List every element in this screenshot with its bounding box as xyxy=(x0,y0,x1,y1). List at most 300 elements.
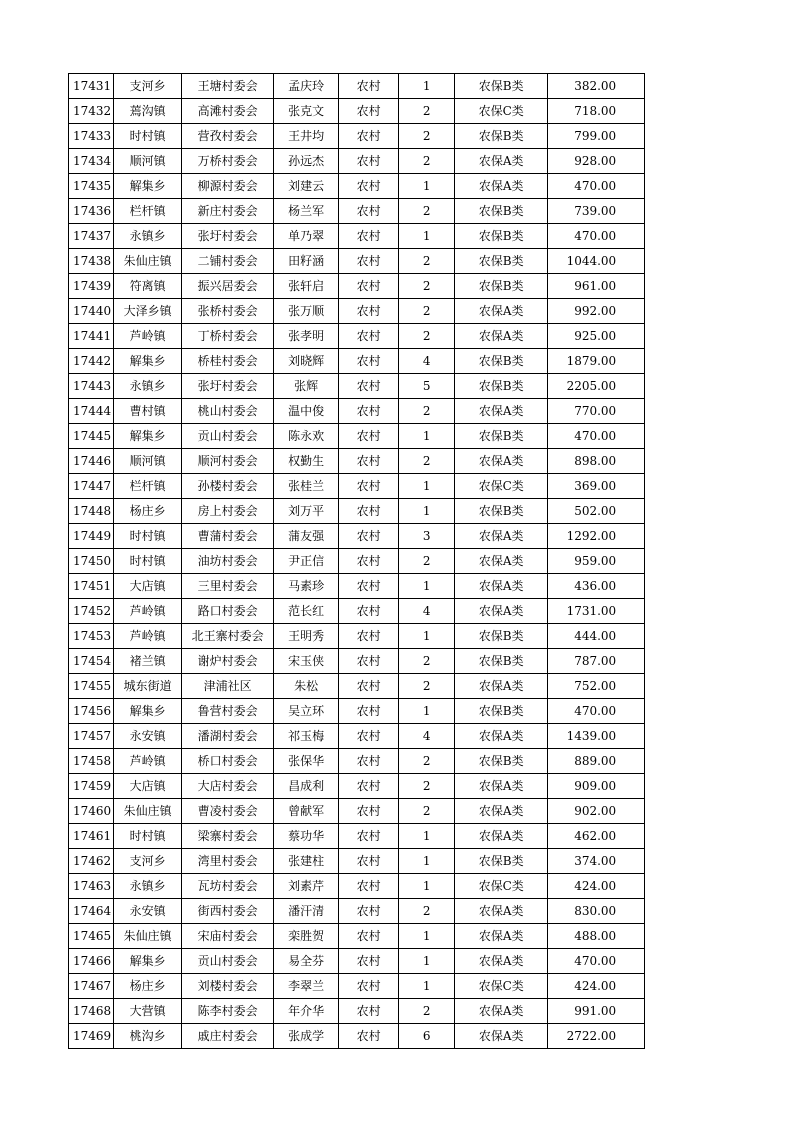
household-count-cell: 2 xyxy=(399,324,455,349)
insurance-category-cell: 农保A类 xyxy=(455,674,548,699)
household-count-cell: 1 xyxy=(399,474,455,499)
record-id-cell: 17449 xyxy=(69,524,114,549)
area-type-cell: 农村 xyxy=(339,749,399,774)
name-cell: 杨兰军 xyxy=(274,199,339,224)
record-id-cell: 17431 xyxy=(69,74,114,99)
insurance-category-cell: 农保B类 xyxy=(455,499,548,524)
insurance-category-cell: 农保B类 xyxy=(455,199,548,224)
amount-cell: 925.00 xyxy=(548,324,645,349)
insurance-category-cell: 农保B类 xyxy=(455,124,548,149)
amount-cell: 444.00 xyxy=(548,624,645,649)
amount-cell: 502.00 xyxy=(548,499,645,524)
area-type-cell: 农村 xyxy=(339,324,399,349)
area-type-cell: 农村 xyxy=(339,949,399,974)
insurance-category-cell: 农保B类 xyxy=(455,349,548,374)
amount-cell: 961.00 xyxy=(548,274,645,299)
area-type-cell: 农村 xyxy=(339,74,399,99)
record-id-cell: 17460 xyxy=(69,799,114,824)
table-row xyxy=(69,124,645,149)
area-type-cell: 农村 xyxy=(339,649,399,674)
township-cell: 褚兰镇 xyxy=(114,649,182,674)
area-type-cell: 农村 xyxy=(339,799,399,824)
insurance-category-cell: 农保A类 xyxy=(455,599,548,624)
record-id-cell: 17439 xyxy=(69,274,114,299)
village-committee-cell: 万桥村委会 xyxy=(182,149,274,174)
household-count-cell: 3 xyxy=(399,524,455,549)
township-cell: 时村镇 xyxy=(114,124,182,149)
area-type-cell: 农村 xyxy=(339,249,399,274)
amount-cell: 992.00 xyxy=(548,299,645,324)
area-type-cell: 农村 xyxy=(339,699,399,724)
record-id-cell: 17436 xyxy=(69,199,114,224)
household-count-cell: 1 xyxy=(399,974,455,999)
area-type-cell: 农村 xyxy=(339,499,399,524)
name-cell: 孟庆玲 xyxy=(274,74,339,99)
record-id-cell: 17434 xyxy=(69,149,114,174)
village-committee-cell: 张圩村委会 xyxy=(182,374,274,399)
name-cell: 昌成利 xyxy=(274,774,339,799)
table-row xyxy=(69,874,645,899)
household-count-cell: 2 xyxy=(399,199,455,224)
name-cell: 刘素芹 xyxy=(274,874,339,899)
household-count-cell: 2 xyxy=(399,799,455,824)
amount-cell: 2722.00 xyxy=(548,1024,645,1049)
household-count-cell: 1 xyxy=(399,949,455,974)
insurance-category-cell: 农保A类 xyxy=(455,149,548,174)
table-row xyxy=(69,449,645,474)
household-count-cell: 1 xyxy=(399,874,455,899)
amount-cell: 488.00 xyxy=(548,924,645,949)
name-cell: 张建柱 xyxy=(274,849,339,874)
township-cell: 大店镇 xyxy=(114,574,182,599)
name-cell: 刘万平 xyxy=(274,499,339,524)
name-cell: 朱松 xyxy=(274,674,339,699)
township-cell: 时村镇 xyxy=(114,549,182,574)
area-type-cell: 农村 xyxy=(339,349,399,374)
amount-cell: 718.00 xyxy=(548,99,645,124)
village-committee-cell: 北王寨村委会 xyxy=(182,624,274,649)
amount-cell: 991.00 xyxy=(548,999,645,1024)
village-committee-cell: 谢炉村委会 xyxy=(182,649,274,674)
amount-cell: 470.00 xyxy=(548,949,645,974)
insurance-category-cell: 农保A类 xyxy=(455,299,548,324)
insurance-category-cell: 农保B类 xyxy=(455,624,548,649)
record-id-cell: 17463 xyxy=(69,874,114,899)
table-row xyxy=(69,849,645,874)
household-count-cell: 4 xyxy=(399,724,455,749)
insurance-category-cell: 农保A类 xyxy=(455,574,548,599)
area-type-cell: 农村 xyxy=(339,599,399,624)
household-count-cell: 2 xyxy=(399,774,455,799)
table-row xyxy=(69,999,645,1024)
village-committee-cell: 油坊村委会 xyxy=(182,549,274,574)
township-cell: 杨庄乡 xyxy=(114,974,182,999)
insurance-category-cell: 农保C类 xyxy=(455,99,548,124)
township-cell: 支河乡 xyxy=(114,74,182,99)
table-row xyxy=(69,599,645,624)
table-row xyxy=(69,799,645,824)
table-row xyxy=(69,424,645,449)
insurance-category-cell: 农保B类 xyxy=(455,374,548,399)
record-id-cell: 17459 xyxy=(69,774,114,799)
amount-cell: 382.00 xyxy=(548,74,645,99)
insurance-category-cell: 农保B类 xyxy=(455,74,548,99)
amount-cell: 374.00 xyxy=(548,849,645,874)
insurance-category-cell: 农保B类 xyxy=(455,849,548,874)
household-count-cell: 1 xyxy=(399,824,455,849)
table-row xyxy=(69,374,645,399)
insurance-category-cell: 农保B类 xyxy=(455,699,548,724)
amount-cell: 898.00 xyxy=(548,449,645,474)
insurance-category-cell: 农保C类 xyxy=(455,874,548,899)
record-id-cell: 17453 xyxy=(69,624,114,649)
township-cell: 蔫沟镇 xyxy=(114,99,182,124)
township-cell: 解集乡 xyxy=(114,349,182,374)
township-cell: 栏杆镇 xyxy=(114,199,182,224)
village-committee-cell: 房上村委会 xyxy=(182,499,274,524)
area-type-cell: 农村 xyxy=(339,99,399,124)
name-cell: 张辉 xyxy=(274,374,339,399)
insurance-category-cell: 农保A类 xyxy=(455,799,548,824)
village-committee-cell: 宋庙村委会 xyxy=(182,924,274,949)
township-cell: 永安镇 xyxy=(114,899,182,924)
amount-cell: 470.00 xyxy=(548,699,645,724)
insurance-category-cell: 农保A类 xyxy=(455,174,548,199)
village-committee-cell: 丁桥村委会 xyxy=(182,324,274,349)
table-row xyxy=(69,524,645,549)
record-id-cell: 17450 xyxy=(69,549,114,574)
records-table-body xyxy=(69,74,645,1049)
table-row xyxy=(69,74,645,99)
village-committee-cell: 柳源村委会 xyxy=(182,174,274,199)
table-row xyxy=(69,399,645,424)
household-count-cell: 1 xyxy=(399,424,455,449)
amount-cell: 959.00 xyxy=(548,549,645,574)
area-type-cell: 农村 xyxy=(339,974,399,999)
village-committee-cell: 路口村委会 xyxy=(182,599,274,624)
name-cell: 祁玉梅 xyxy=(274,724,339,749)
amount-cell: 1044.00 xyxy=(548,249,645,274)
insurance-category-cell: 农保A类 xyxy=(455,399,548,424)
name-cell: 张孝明 xyxy=(274,324,339,349)
record-id-cell: 17443 xyxy=(69,374,114,399)
table-row xyxy=(69,324,645,349)
household-count-cell: 1 xyxy=(399,499,455,524)
table-row xyxy=(69,549,645,574)
amount-cell: 739.00 xyxy=(548,199,645,224)
household-count-cell: 2 xyxy=(399,899,455,924)
table-row xyxy=(69,274,645,299)
village-committee-cell: 王塘村委会 xyxy=(182,74,274,99)
insurance-category-cell: 农保B类 xyxy=(455,224,548,249)
household-count-cell: 1 xyxy=(399,924,455,949)
record-id-cell: 17442 xyxy=(69,349,114,374)
insurance-category-cell: 农保A类 xyxy=(455,1024,548,1049)
village-committee-cell: 张桥村委会 xyxy=(182,299,274,324)
table-row xyxy=(69,824,645,849)
amount-cell: 902.00 xyxy=(548,799,645,824)
table-row xyxy=(69,724,645,749)
amount-cell: 787.00 xyxy=(548,649,645,674)
village-committee-cell: 新庄村委会 xyxy=(182,199,274,224)
record-id-cell: 17457 xyxy=(69,724,114,749)
record-id-cell: 17438 xyxy=(69,249,114,274)
area-type-cell: 农村 xyxy=(339,899,399,924)
table-row xyxy=(69,574,645,599)
household-count-cell: 2 xyxy=(399,249,455,274)
village-committee-cell: 鲁营村委会 xyxy=(182,699,274,724)
name-cell: 张万顺 xyxy=(274,299,339,324)
area-type-cell: 农村 xyxy=(339,374,399,399)
name-cell: 李翠兰 xyxy=(274,974,339,999)
village-committee-cell: 梁寨村委会 xyxy=(182,824,274,849)
township-cell: 解集乡 xyxy=(114,424,182,449)
household-count-cell: 1 xyxy=(399,849,455,874)
insurance-category-cell: 农保A类 xyxy=(455,724,548,749)
township-cell: 时村镇 xyxy=(114,524,182,549)
area-type-cell: 农村 xyxy=(339,549,399,574)
township-cell: 芦岭镇 xyxy=(114,749,182,774)
household-count-cell: 2 xyxy=(399,124,455,149)
record-id-cell: 17437 xyxy=(69,224,114,249)
name-cell: 宋玉侠 xyxy=(274,649,339,674)
record-id-cell: 17435 xyxy=(69,174,114,199)
township-cell: 符离镇 xyxy=(114,274,182,299)
insurance-category-cell: 农保B类 xyxy=(455,749,548,774)
household-count-cell: 1 xyxy=(399,574,455,599)
name-cell: 张轩启 xyxy=(274,274,339,299)
table-row xyxy=(69,149,645,174)
township-cell: 支河乡 xyxy=(114,849,182,874)
area-type-cell: 农村 xyxy=(339,224,399,249)
table-row xyxy=(69,499,645,524)
township-cell: 杨庄乡 xyxy=(114,499,182,524)
area-type-cell: 农村 xyxy=(339,674,399,699)
table-row xyxy=(69,299,645,324)
table-row xyxy=(69,474,645,499)
table-row xyxy=(69,1024,645,1049)
village-committee-cell: 潘湖村委会 xyxy=(182,724,274,749)
area-type-cell: 农村 xyxy=(339,924,399,949)
township-cell: 顺河镇 xyxy=(114,449,182,474)
village-committee-cell: 曹蒲村委会 xyxy=(182,524,274,549)
name-cell: 权勤生 xyxy=(274,449,339,474)
household-count-cell: 1 xyxy=(399,174,455,199)
township-cell: 解集乡 xyxy=(114,174,182,199)
village-committee-cell: 曹凌村委会 xyxy=(182,799,274,824)
village-committee-cell: 戚庄村委会 xyxy=(182,1024,274,1049)
township-cell: 永镇乡 xyxy=(114,374,182,399)
table-row xyxy=(69,949,645,974)
table-row xyxy=(69,224,645,249)
record-id-cell: 17454 xyxy=(69,649,114,674)
area-type-cell: 农村 xyxy=(339,399,399,424)
record-id-cell: 17446 xyxy=(69,449,114,474)
table-row xyxy=(69,699,645,724)
village-committee-cell: 孙楼村委会 xyxy=(182,474,274,499)
township-cell: 桃沟乡 xyxy=(114,1024,182,1049)
household-count-cell: 2 xyxy=(399,549,455,574)
amount-cell: 1292.00 xyxy=(548,524,645,549)
name-cell: 张桂兰 xyxy=(274,474,339,499)
household-count-cell: 2 xyxy=(399,149,455,174)
area-type-cell: 农村 xyxy=(339,1024,399,1049)
village-committee-cell: 街西村委会 xyxy=(182,899,274,924)
area-type-cell: 农村 xyxy=(339,424,399,449)
household-count-cell: 1 xyxy=(399,74,455,99)
table-row xyxy=(69,674,645,699)
household-count-cell: 1 xyxy=(399,224,455,249)
insurance-category-cell: 农保A类 xyxy=(455,999,548,1024)
household-count-cell: 4 xyxy=(399,349,455,374)
record-id-cell: 17455 xyxy=(69,674,114,699)
township-cell: 解集乡 xyxy=(114,949,182,974)
record-id-cell: 17468 xyxy=(69,999,114,1024)
village-committee-cell: 刘楼村委会 xyxy=(182,974,274,999)
table-row xyxy=(69,649,645,674)
name-cell: 栾胜贺 xyxy=(274,924,339,949)
township-cell: 时村镇 xyxy=(114,824,182,849)
township-cell: 大营镇 xyxy=(114,999,182,1024)
insurance-category-cell: 农保A类 xyxy=(455,524,548,549)
village-committee-cell: 贡山村委会 xyxy=(182,424,274,449)
record-id-cell: 17469 xyxy=(69,1024,114,1049)
amount-cell: 436.00 xyxy=(548,574,645,599)
record-id-cell: 17444 xyxy=(69,399,114,424)
area-type-cell: 农村 xyxy=(339,474,399,499)
area-type-cell: 农村 xyxy=(339,724,399,749)
table-row xyxy=(69,624,645,649)
amount-cell: 889.00 xyxy=(548,749,645,774)
township-cell: 大泽乡镇 xyxy=(114,299,182,324)
table-row xyxy=(69,349,645,374)
amount-cell: 470.00 xyxy=(548,224,645,249)
township-cell: 芦岭镇 xyxy=(114,324,182,349)
area-type-cell: 农村 xyxy=(339,149,399,174)
area-type-cell: 农村 xyxy=(339,849,399,874)
village-committee-cell: 顺河村委会 xyxy=(182,449,274,474)
record-id-cell: 17451 xyxy=(69,574,114,599)
record-id-cell: 17458 xyxy=(69,749,114,774)
household-count-cell: 2 xyxy=(399,649,455,674)
village-committee-cell: 贡山村委会 xyxy=(182,949,274,974)
household-count-cell: 2 xyxy=(399,449,455,474)
record-id-cell: 17456 xyxy=(69,699,114,724)
table-row xyxy=(69,249,645,274)
household-count-cell: 6 xyxy=(399,1024,455,1049)
record-id-cell: 17462 xyxy=(69,849,114,874)
record-id-cell: 17432 xyxy=(69,99,114,124)
records-table xyxy=(68,73,645,1049)
village-committee-cell: 高滩村委会 xyxy=(182,99,274,124)
township-cell: 曹村镇 xyxy=(114,399,182,424)
name-cell: 王明秀 xyxy=(274,624,339,649)
record-id-cell: 17441 xyxy=(69,324,114,349)
record-id-cell: 17447 xyxy=(69,474,114,499)
township-cell: 芦岭镇 xyxy=(114,624,182,649)
insurance-category-cell: 农保B类 xyxy=(455,424,548,449)
township-cell: 朱仙庄镇 xyxy=(114,249,182,274)
township-cell: 芦岭镇 xyxy=(114,599,182,624)
table-row xyxy=(69,774,645,799)
name-cell: 曾献军 xyxy=(274,799,339,824)
area-type-cell: 农村 xyxy=(339,624,399,649)
household-count-cell: 4 xyxy=(399,599,455,624)
area-type-cell: 农村 xyxy=(339,299,399,324)
township-cell: 朱仙庄镇 xyxy=(114,924,182,949)
name-cell: 张保华 xyxy=(274,749,339,774)
table-row xyxy=(69,199,645,224)
household-count-cell: 2 xyxy=(399,399,455,424)
village-committee-cell: 三里村委会 xyxy=(182,574,274,599)
area-type-cell: 农村 xyxy=(339,524,399,549)
household-count-cell: 5 xyxy=(399,374,455,399)
township-cell: 朱仙庄镇 xyxy=(114,799,182,824)
township-cell: 永镇乡 xyxy=(114,874,182,899)
household-count-cell: 1 xyxy=(399,699,455,724)
amount-cell: 1879.00 xyxy=(548,349,645,374)
household-count-cell: 2 xyxy=(399,274,455,299)
table-row xyxy=(69,974,645,999)
amount-cell: 752.00 xyxy=(548,674,645,699)
village-committee-cell: 瓦坊村委会 xyxy=(182,874,274,899)
township-cell: 解集乡 xyxy=(114,699,182,724)
table-row xyxy=(69,924,645,949)
area-type-cell: 农村 xyxy=(339,774,399,799)
record-id-cell: 17465 xyxy=(69,924,114,949)
name-cell: 马素珍 xyxy=(274,574,339,599)
name-cell: 张克文 xyxy=(274,99,339,124)
amount-cell: 470.00 xyxy=(548,424,645,449)
township-cell: 栏杆镇 xyxy=(114,474,182,499)
village-committee-cell: 振兴居委会 xyxy=(182,274,274,299)
village-committee-cell: 大店村委会 xyxy=(182,774,274,799)
household-count-cell: 2 xyxy=(399,299,455,324)
insurance-category-cell: 农保A类 xyxy=(455,899,548,924)
name-cell: 易全芬 xyxy=(274,949,339,974)
amount-cell: 928.00 xyxy=(548,149,645,174)
household-count-cell: 2 xyxy=(399,674,455,699)
record-id-cell: 17440 xyxy=(69,299,114,324)
household-count-cell: 2 xyxy=(399,99,455,124)
insurance-category-cell: 农保A类 xyxy=(455,924,548,949)
insurance-category-cell: 农保A类 xyxy=(455,549,548,574)
village-committee-cell: 营孜村委会 xyxy=(182,124,274,149)
record-id-cell: 17445 xyxy=(69,424,114,449)
village-committee-cell: 张圩村委会 xyxy=(182,224,274,249)
record-id-cell: 17464 xyxy=(69,899,114,924)
amount-cell: 424.00 xyxy=(548,874,645,899)
insurance-category-cell: 农保C类 xyxy=(455,974,548,999)
village-committee-cell: 桥口村委会 xyxy=(182,749,274,774)
insurance-category-cell: 农保A类 xyxy=(455,324,548,349)
household-count-cell: 2 xyxy=(399,749,455,774)
record-id-cell: 17467 xyxy=(69,974,114,999)
table-row xyxy=(69,174,645,199)
name-cell: 刘建云 xyxy=(274,174,339,199)
amount-cell: 909.00 xyxy=(548,774,645,799)
insurance-category-cell: 农保A类 xyxy=(455,774,548,799)
name-cell: 孙远杰 xyxy=(274,149,339,174)
amount-cell: 2205.00 xyxy=(548,374,645,399)
record-id-cell: 17466 xyxy=(69,949,114,974)
village-committee-cell: 桃山村委会 xyxy=(182,399,274,424)
name-cell: 吴立环 xyxy=(274,699,339,724)
insurance-category-cell: 农保A类 xyxy=(455,949,548,974)
area-type-cell: 农村 xyxy=(339,174,399,199)
area-type-cell: 农村 xyxy=(339,999,399,1024)
village-committee-cell: 湾里村委会 xyxy=(182,849,274,874)
